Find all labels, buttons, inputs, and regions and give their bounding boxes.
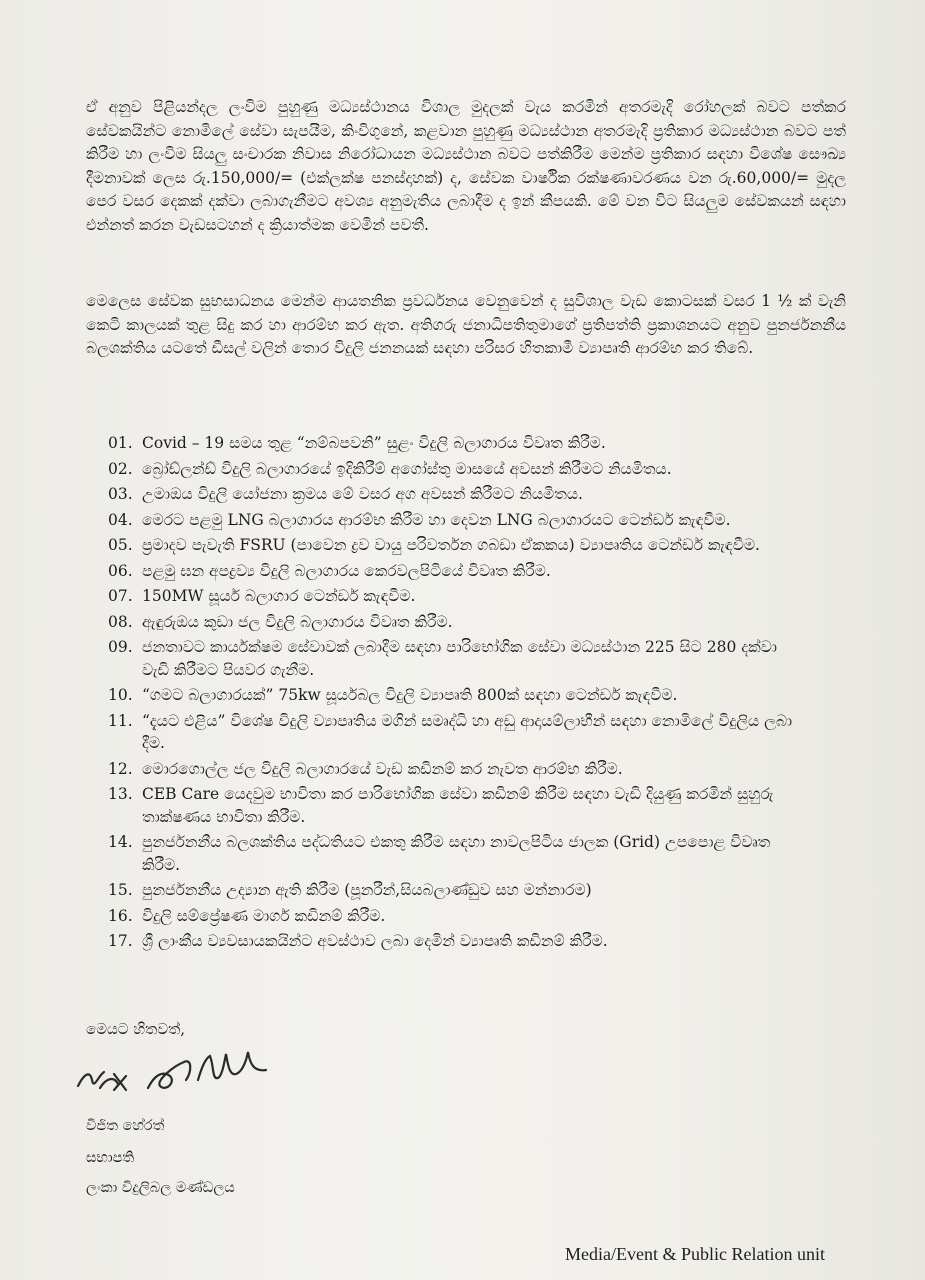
list-item [108,611,808,634]
list-item-number: 08. [108,612,133,631]
list-item [108,783,808,828]
list-item-text: බ්‍රෝඩ්ලන්ඩ් විදුලි බලාගාරයේ ඉදිකිරීම් අගෝස්තු මාසයේ අවසන් කිරීමට නියමිතය. [142,459,672,478]
footer-unit-label: Media/Event & Public Relation unit [565,1244,825,1264]
list-item-text: පුනර්ජනනීය බලශක්තිය පද්ධතියට එකතු කිරීම සඳහා නාවලපිටිය ජාලක (Grid) උපපොළ විවෘත කිරීම. [142,833,771,874]
list-item-number: 13. [108,785,133,803]
list-item-text: ශ්‍රී ලාංකීය ව්‍යවසායකයින්ට අවස්ථාව ලබා දෙමින් ව්‍යාපෘති කඩිනම් කිරීම. [142,932,608,950]
body-paragraph-2: මෙලෙස සේවක සුභසාධනය මෙන්ම ආයතනික ප්‍රවර්ධනය වෙනුවෙන් ද සුවිශාල වැඩ කොටසක් වසර 1 ½ ක් වැනි කෙටි කාලයක් තුළ සිදු කර හා ආරම්භ කර ඇත. අතිගරු ජනාධිපතිතුමාගේ ප්‍රතිපත්ති ප්‍රකාශනයට අනුව පුනර්ජනනීය බලශක්තිය යටතේ ඩීසල් වලින් තොර විදුලි ජනනයක් සඳහා පරිසර හිතකාමී ව්‍යාපෘති ආරම්භ කර තිබේ. [86,292,846,357]
list-item-text: මෙරට පළමු LNG බලාගාරය ආරම්භ කිරීම හා දෙවන LNG බලාගාරයට ටෙන්ඩර් කැඳවීම. [142,510,731,529]
closing-salutation: මෙයට හිතවත්, [86,1020,186,1038]
list-item [108,585,808,608]
handwritten-signature [70,1036,290,1108]
list-item [108,432,808,455]
list-item-text: උමාඔය විදුලි යෝජනා ක්‍රමය මේ වසර අග අවසන් කිරීමට නියමිතය. [142,485,583,503]
achievements-list [108,432,808,956]
list-item-number: 11. [108,711,133,730]
list-item-number: 14. [108,833,133,851]
list-item [108,758,808,781]
list-item-number: 01. [108,434,133,452]
list-item [108,905,808,928]
list-item [108,534,808,557]
list-item-number: 17. [108,932,133,950]
list-item [108,684,808,707]
signatory-organization: ලංකා විදුලිබල මණ්ඩලය [86,1180,235,1196]
list-item [108,930,808,953]
list-item-number: 09. [108,638,133,656]
list-item [108,636,808,681]
list-item-number: 04. [108,510,133,529]
list-item-number: 12. [108,759,133,778]
list-item-text: “ගමට බලාගාරයක්” 75kw සූර්යබල විදුලි ව්‍යාපෘති 800ක් සඳහා ටෙන්ඩර් කැඳවීම. [142,686,678,704]
list-item [108,509,808,532]
list-item-number: 06. [108,561,133,580]
signatory-role: සභාපති [86,1150,135,1166]
list-item-number: 16. [108,906,133,925]
list-item-number: 05. [108,536,133,554]
list-item-number: 02. [108,459,133,478]
list-item [108,710,808,755]
list-item-text: ප්‍රමාදව පැවැති FSRU (පාවෙන ද්‍රව වායු පරිවර්තන ගබඩා ඒකකය) ව්‍යාපෘතිය ටෙන්ඩර් කැඳවීම. [142,536,760,554]
list-item-text: CEB Care යෙදවුම භාවිතා කර පාරිභෝගික සේවා කඩිනම් කිරීම සඳහා වැඩි දියුණු කරමින් සුහුරු තාක්ෂණය භාවිතා කිරීම. [142,785,774,826]
list-item-number: 10. [108,686,133,704]
list-item-number: 07. [108,587,133,605]
list-item-number: 15. [108,881,133,899]
list-item-text: පුනර්ජනනීය උද්‍යාන ඇති කිරීම (පූනරීන්,සියබලාණ්ඩුව සහ මන්නාරම) [142,881,592,899]
signatory-name: විජිත හේරත් [86,1118,165,1134]
list-item-text: ඇඳුරුඔය කුඩා ජල විදුලි බලාගාරය විවෘත කිරීම. [142,612,453,631]
list-item-text: 150MW සූර්ය බලාගාර ටෙන්ඩර් කැඳවීම. [142,587,416,605]
list-item-text: මොරගොල්ල ජල විදුලි බලාගාරයේ වැඩ කඩිනම් කර නැවත ආරම්භ කිරීම. [142,759,623,778]
list-item [108,831,808,876]
list-item [108,458,808,481]
list-item [108,879,808,902]
list-item-number: 03. [108,485,133,503]
list-item-text: “දැයට එළිය” විශේෂ විදුලි ව්‍යාපෘතිය මගින් සමෘද්ධි හා අඩු ආදායම්ලාභීන් සඳහා නොමිලේ විදුලිය ලබා දීම. [142,711,793,752]
body-paragraph-1: ඒ අනුව පිළියන්දල ලංවිම පුහුණු මධ්‍යස්ථානය විශාල මුදලක් වැය කරමින් අතරමැදි රෝහලක් බවට පත්කර සේවකයින්ට නොමිලේ සේවා සැපයීම, කිංවිගුනේ, කළවාන පුහුණු මධ්‍යස්ථාන අතරමැදි ප්‍රතිකාර මධ්‍යස්ථාන බවට පත් කිරීම හා ලංවිම සියලු සංචාරක නිවාස නිරෝධායන මධ්‍යස්ථාන බවට පත්කිරීම මෙන්ම ප්‍රතිකාර සඳහා විශේෂ සෞඛ්‍ය දීමනාවක් ලෙස රු.150,000/= (එක්ලක්ෂ පනස්දාහක්) ද, සේවක වාර්ෂික රක්ෂණාවරණය වන රු.60,000/= මුදල පෙර වසර දෙකක් දක්වා ලබාගැනීමට අවශ්‍ය අනුමැතිය ලබාදීම ද ඉන් කීපයකි. මේ වන විට සියලුම සේවකයන් සඳහා එන්නත් කරන වැඩසටහන් ද ක්‍රියාත්මක වෙමින් පවතී. [86,98,846,234]
list-item [108,483,808,506]
list-item-text: පළමු ඝන අපද්‍රව්‍ය විදුලි බලාගාරය කෙරවලපිටියේ විවෘත කිරීම. [142,561,551,580]
list-item-text: Covid – 19 සමය තුළ “නම්බපවනි” සුළං විදුලි බලාගාරය විවෘත කිරීම. [142,434,606,452]
list-item-text: ජනතාවට කාර්යක්ෂම සේවාවක් ලබාදීම සඳහා පාරිභෝගික සේවා මධ්‍යස්ථාන 225 සිට 280 දක්වා වැඩි කිරීමට පියවර ගැනීම. [142,638,777,679]
list-item-text: විදුලි සම්ප්‍රේෂණ මාර්ග කඩිනම් කිරීම. [142,906,386,925]
list-item [108,560,808,583]
